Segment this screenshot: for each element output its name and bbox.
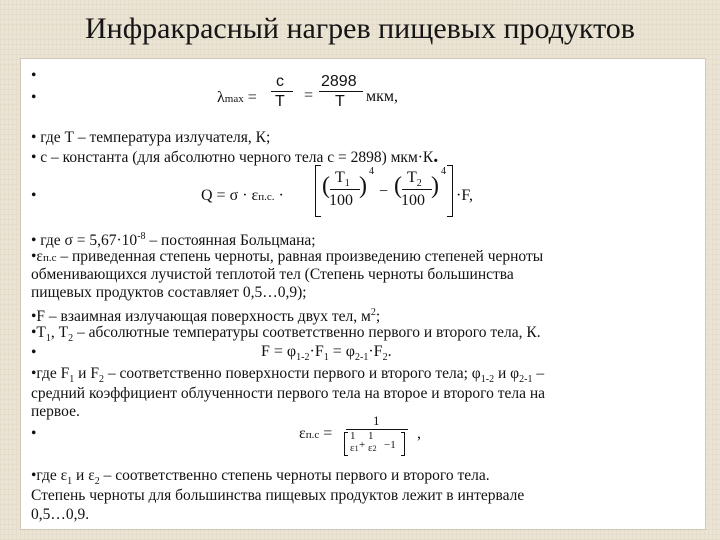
f1-denominator-t2: T xyxy=(335,93,345,110)
superscript: 2 xyxy=(370,307,376,318)
text-line: 0,5…0,9. xyxy=(31,506,90,523)
den-100: 100 xyxy=(329,192,353,209)
ff-text: . xyxy=(387,343,392,360)
t2-sub: 2 xyxy=(416,178,422,190)
q-prefix-text: Q = σ · ε xyxy=(201,187,259,204)
ff-text: ·F xyxy=(368,343,383,360)
right-bracket xyxy=(447,165,453,217)
exp-4: 4 xyxy=(369,166,374,177)
text-line xyxy=(31,248,543,267)
text-span: •где ε xyxy=(31,467,68,484)
text-line: • где Т – температура излучателя, К; xyxy=(31,129,271,146)
q-formula-prefix: Q = σ · εп.с. · xyxy=(201,187,284,204)
small-bracket-right xyxy=(401,432,405,456)
slide-title: Инфракрасный нагрев пищевых продуктов xyxy=(85,12,635,45)
q-formula-suffix: ·F, xyxy=(456,187,473,204)
unit-mkm: мкм, xyxy=(366,88,399,105)
paren-open: ( xyxy=(394,173,402,199)
text-line: пищевых продуктов составляет 0,5…0,9); xyxy=(31,284,307,301)
content-panel xyxy=(20,58,706,530)
ff-sub: 2-1 xyxy=(355,352,369,364)
eps-formula-lhs: εп.с = xyxy=(299,425,333,442)
left-bracket xyxy=(315,165,321,217)
fraction-bar xyxy=(330,189,360,190)
text-line xyxy=(31,228,316,249)
eps-sub: п.с. xyxy=(258,191,275,203)
equals-sign: = xyxy=(304,87,314,104)
eps-lhs-sub: п.с xyxy=(305,429,320,441)
text-span: ; xyxy=(375,308,381,326)
comma: , xyxy=(417,425,421,442)
text-span: и F xyxy=(74,365,99,382)
subscript: 1-2 xyxy=(480,374,495,386)
text-line: обменивающихся лучистой теплотой тел (Степень черноты большинства xyxy=(31,266,514,283)
subscript: 1 xyxy=(69,374,75,386)
text-line xyxy=(31,145,439,167)
text-span: , Т xyxy=(50,324,69,341)
plus-sign: + xyxy=(359,439,366,451)
small-bracket-left xyxy=(344,432,348,456)
inv-eps2: 1 ε2 xyxy=(368,430,377,454)
text-line: средний коэффициент облученности первого тела на второе и второго тела на xyxy=(31,385,546,402)
fraction-bar xyxy=(319,91,363,92)
f-formula xyxy=(261,343,392,367)
text-line: Степень черноты для большинства пищевых продуктов лежит в интервале xyxy=(31,487,525,504)
bullet: • xyxy=(31,425,37,442)
subscript: п.с xyxy=(42,252,57,264)
text-span: – xyxy=(532,365,545,382)
inv-eps1: 1 ε1 xyxy=(350,430,359,454)
subscript: 1 xyxy=(67,476,73,488)
superscript: -8 xyxy=(137,231,146,242)
bullet: • xyxy=(31,344,37,361)
subscript: 2 xyxy=(68,333,74,345)
paren-open: ( xyxy=(322,173,330,199)
f1-denominator-t: T xyxy=(275,93,285,110)
den-100: 100 xyxy=(401,192,425,209)
ff-text: F = φ xyxy=(261,343,297,360)
text-span: – соответственно поверхности первого и второго тела; φ xyxy=(103,365,481,382)
text-span: • с – константа (для абсолютно черного тела с = 2898) мкм·К xyxy=(31,149,434,166)
text-span: – постоянная Больцмана; xyxy=(145,232,316,250)
bullet: • xyxy=(31,89,37,106)
one: 1 xyxy=(368,430,374,442)
ff-text: = φ xyxy=(328,343,355,360)
text-span: •Т xyxy=(31,324,46,341)
fraction-bar xyxy=(402,189,432,190)
text-span: – соответственно степень черноты первого и второго тела. xyxy=(99,467,490,484)
one: 1 xyxy=(350,430,356,442)
text-span: – абсолютные температуры соответственно первого и второго тела, К. xyxy=(73,324,541,341)
ff-sub: 2 xyxy=(382,352,388,364)
text-span: •где F xyxy=(31,365,70,382)
text-span: – приведенная степень черноты, равная произведению степеней черноты xyxy=(56,248,544,265)
text-span: и ε xyxy=(72,467,95,484)
text-span: •F – взаимная излучающая поверхность двух тел, м xyxy=(31,308,371,326)
text-span: •ε xyxy=(31,248,43,265)
text-span: • где σ = 5,67·10 xyxy=(31,232,138,250)
subscript: 2 xyxy=(98,374,104,386)
paren-close: ) xyxy=(359,173,367,199)
period: . xyxy=(433,145,439,167)
t2-numerator: $T_2$ xyxy=(407,169,422,190)
eps-sub: 1 xyxy=(354,444,359,453)
text-span: и φ xyxy=(494,365,520,382)
exp-4: 4 xyxy=(441,166,446,177)
t1-numerator: $T_1$ xyxy=(335,169,350,190)
bullet: • xyxy=(31,67,37,84)
ff-text: ·F xyxy=(309,343,324,360)
lambda-sub: max xyxy=(224,93,244,105)
subscript: 1 xyxy=(45,333,51,345)
minus-sign: − xyxy=(379,183,389,200)
text-line: первое. xyxy=(31,403,80,420)
lambda-max: λmax = xyxy=(217,89,257,106)
bullet: • xyxy=(31,187,37,204)
subscript: 2 xyxy=(94,476,100,488)
subscript: 2-1 xyxy=(519,374,533,386)
eps-sub: 2 xyxy=(372,444,377,453)
text-line xyxy=(31,304,380,325)
minus-one: −1 xyxy=(384,439,396,451)
f1-numerator-2898: 2898 xyxy=(321,73,357,90)
fraction-bar xyxy=(271,91,293,92)
t1-sub: 1 xyxy=(344,178,350,190)
ff-sub: 1-2 xyxy=(296,352,310,364)
f1-numerator-c: c xyxy=(276,73,284,90)
ff-sub: 1 xyxy=(323,352,329,364)
paren-close: ) xyxy=(431,173,439,199)
eps-numerator: 1 xyxy=(373,413,380,428)
eps-lhs-text: ε xyxy=(299,425,306,442)
